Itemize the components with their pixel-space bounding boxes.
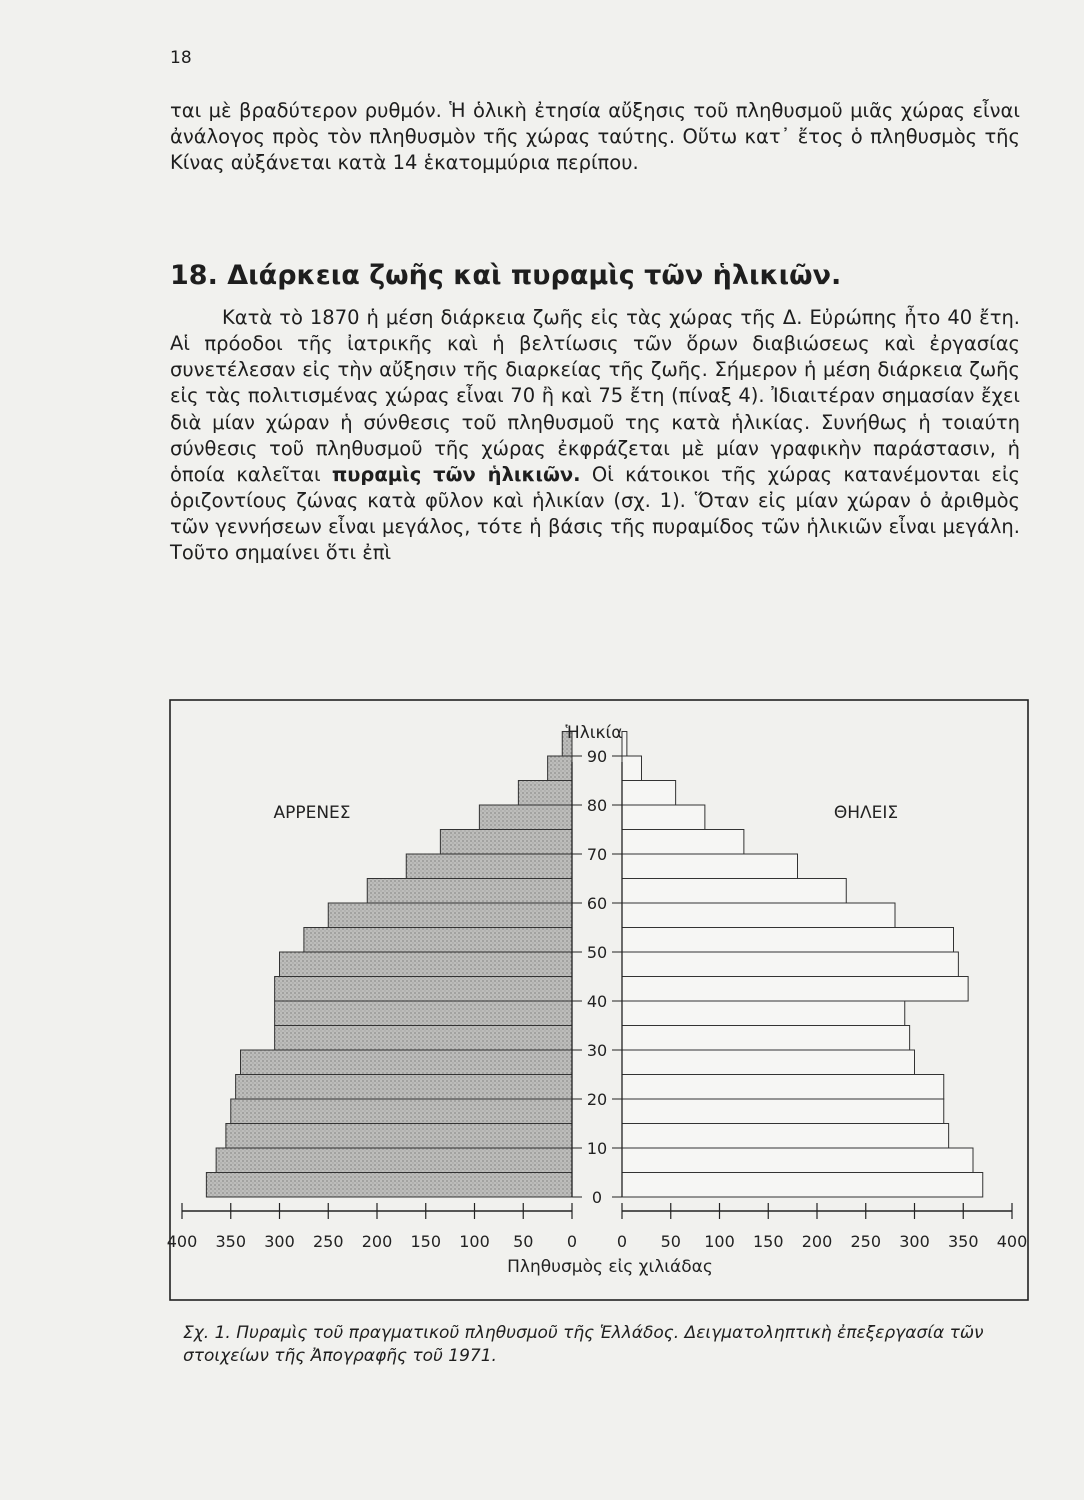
male-bar-30-34 [275, 1026, 572, 1051]
age-tick-label-20: 20 [586, 1090, 608, 1109]
male-bar-5-9 [216, 1148, 572, 1173]
age-tick-label-60: 60 [586, 894, 608, 913]
paragraph-2 [170, 305, 1020, 566]
age-tick-label-0: 0 [591, 1188, 603, 1207]
female-bar-85-89 [622, 756, 642, 781]
female-bar-5-9 [622, 1148, 973, 1173]
female-bar-45-49 [622, 952, 958, 977]
age-tick-label-90: 90 [586, 747, 608, 766]
male-bar-85-89 [548, 756, 572, 781]
x-tick-label-right-250: 250 [850, 1232, 882, 1251]
females-label: ΘΗΛΕΙΣ [833, 803, 899, 823]
female-bar-20-24 [622, 1075, 944, 1100]
male-bar-0-4 [206, 1173, 572, 1198]
paragraph-1 [170, 98, 1020, 176]
female-bar-60-64 [622, 879, 846, 904]
x-tick-label-left-400: 400 [166, 1232, 198, 1251]
male-bar-75-79 [479, 805, 572, 830]
female-bar-25-29 [622, 1050, 915, 1075]
x-tick-label-left-300: 300 [264, 1232, 295, 1251]
age-tick-label-40: 40 [586, 992, 608, 1011]
x-tick-label-left-0: 0 [566, 1232, 578, 1251]
x-tick-label-right-350: 350 [947, 1232, 979, 1251]
female-bar-90-94 [622, 732, 627, 757]
x-tick-label-left-50: 50 [513, 1232, 534, 1251]
x-tick-label-right-400: 400 [996, 1232, 1028, 1251]
male-bar-80-84 [518, 781, 572, 806]
population-pyramid-chart [166, 700, 1028, 1300]
male-bar-70-74 [440, 830, 572, 855]
female-bar-70-74 [622, 830, 744, 855]
page-number: 18 [170, 48, 192, 68]
female-bar-55-59 [622, 903, 895, 928]
male-bar-25-29 [241, 1050, 573, 1075]
male-bar-45-49 [280, 952, 573, 977]
female-bar-0-4 [622, 1173, 983, 1198]
figure-caption: Σχ. 1. Πυραμὶς τοῦ πραγματικοῦ πληθυσμοῦ τῆς Ἑλλάδος. Δειγματοληπτικὴ ἐπεξεργασία τῶν στοιχείων τῆς Ἀπογραφῆς τοῦ 1971. [183, 1323, 984, 1366]
x-tick-label-left-350: 350 [215, 1232, 247, 1251]
age-tick-label-70: 70 [586, 845, 608, 864]
age-tick-label-10: 10 [586, 1139, 608, 1158]
age-column-background [573, 762, 621, 1197]
male-bar-15-19 [231, 1099, 572, 1124]
paragraph-1-text: ται μὲ βραδύτερον ρυθμόν. Ἡ ὁλικὴ ἐτησία αὔξησις τοῦ πληθυσμοῦ μιᾶς χώρας εἶναι ἀνάλογος πρὸς τὸν πληθυσμὸν τῆς χώρας ταύτης. Οὕτω κατ᾽ ἔτος ὁ πληθυσμὸς τῆς Κίνας αὐξάνεται κατὰ 14 ἑκατομμύρια περίπου. [170, 99, 1020, 175]
male-bar-50-54 [304, 928, 572, 953]
x-tick-label-left-200: 200 [361, 1232, 393, 1251]
female-bar-35-39 [622, 1001, 905, 1026]
male-bar-40-44 [275, 977, 572, 1002]
population-pyramid-figure [166, 700, 1028, 1300]
female-bar-75-79 [622, 805, 705, 830]
x-tick-label-left-250: 250 [312, 1232, 344, 1251]
x-tick-label-right-300: 300 [899, 1232, 930, 1251]
x-tick-label-right-100: 100 [704, 1232, 735, 1251]
bold-term: πυραμὶς τῶν ἡλικιῶν. [331, 462, 581, 486]
x-tick-label-left-100: 100 [459, 1232, 490, 1251]
female-bar-50-54 [622, 928, 954, 953]
paragraph-2-part-2: Οἱ κάτοικοι τῆς χώρας κατανέμονται εἰς ὁριζοντίους ζώνας κατὰ φῦλον καὶ ἡλικίαν (σχ. 1). Ὅταν εἰς μίαν χώραν ὁ ἀριθμὸς τῶν γεννήσεων εἶναι μεγάλος, τότε ἡ βάσις τῆς πυραμίδος τῶν ἡλικιῶν εἶναι μεγάλη. Τοῦτο σημαίνει ὅτι ἐπὶ [170, 462, 1021, 565]
male-bar-55-59 [328, 903, 572, 928]
x-tick-label-left-150: 150 [410, 1232, 442, 1251]
x-tick-label-right-50: 50 [660, 1232, 681, 1251]
paragraph-2-part-1: Κατὰ τὸ 1870 ἡ μέση διάρκεια ζωῆς εἰς τὰς χώρας τῆς Δ. Εὐρώπης ἦτο 40 ἔτη. Αἱ πρόοδοι τῆς ἰατρικῆς καὶ ἡ βελτίωσις τῶν ὅρων διαβιώσεως καὶ ἐργασίας συνετέλεσαν εἰς τὴν αὔξησιν τῆς διαρκείας τῆς ζωῆς. Σήμερον ἡ μέση διάρκεια ζωῆς εἰς τὰς πολιτισμένας χώρας εἶναι 70 ἢ καὶ 75 ἔτη (πίναξ 4). Ἰδιαιτέραν σημασίαν ἔχει διὰ μίαν χώραν ἡ σύνθεσις τοῦ πληθυσμοῦ της κατὰ ἡλικίας. Συνήθως ἡ τοιαύτη σύνθεσις τοῦ πληθυσμοῦ τῆς χώρας ἐκφράζεται μὲ μίαν γραφικὴν παράστασιν, ἡ ὁποία καλεῖται [170, 306, 1020, 486]
female-bar-65-69 [622, 854, 798, 879]
male-bar-65-69 [406, 854, 572, 879]
male-bar-20-24 [236, 1075, 572, 1100]
age-tick-label-80: 80 [586, 796, 608, 815]
x-tick-label-right-200: 200 [801, 1232, 833, 1251]
age-axis-label: Ἡλικία [565, 723, 623, 743]
female-bar-40-44 [622, 977, 968, 1002]
male-bar-60-64 [367, 879, 572, 904]
male-bar-35-39 [275, 1001, 572, 1026]
female-bar-10-14 [622, 1124, 949, 1149]
age-tick-label-30: 30 [586, 1041, 608, 1060]
female-bar-15-19 [622, 1099, 944, 1124]
female-bar-80-84 [622, 781, 676, 806]
female-bar-30-34 [622, 1026, 910, 1051]
x-axis-label: Πληθυσμὸς εἰς χιλιάδας [507, 1257, 713, 1277]
section-heading: 18. Διάρκεια ζωῆς καὶ πυραμὶς τῶν ἡλικιῶν. [170, 260, 842, 291]
x-tick-label-right-150: 150 [752, 1232, 784, 1251]
males-label: ΑΡΡΕΝΕΣ [273, 803, 351, 823]
male-bar-10-14 [226, 1124, 572, 1149]
x-tick-label-right-0: 0 [616, 1232, 628, 1251]
age-tick-label-50: 50 [586, 943, 608, 962]
